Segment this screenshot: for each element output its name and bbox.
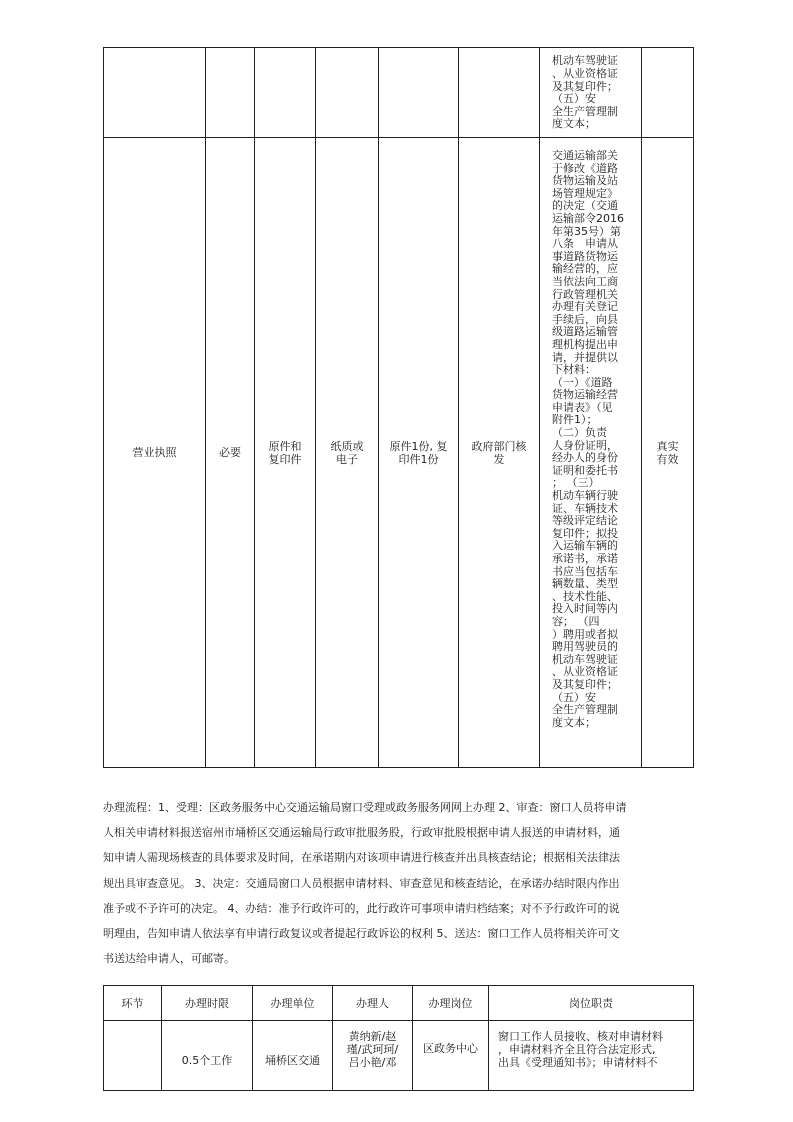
post-cell: 区政务中心	[413, 1021, 489, 1091]
unit-cell: 埇桥区交通	[253, 1021, 333, 1091]
form-cell	[255, 48, 316, 138]
source-cell: 政府部门核 发	[459, 138, 540, 768]
copies-cell: 原件1份, 复 印件1份	[379, 138, 459, 768]
source-cell	[459, 48, 540, 138]
header-person: 办理人	[333, 986, 413, 1021]
medium-cell	[316, 48, 379, 138]
table-row	[104, 138, 694, 768]
duty-table	[103, 985, 694, 1091]
duty-cell: 窗口工作人员接收、核对申请材料 ，申请材料齐全且符合法定形式, 出具《受理通知书》；申请材料不	[489, 1021, 694, 1091]
table-header-row	[104, 986, 694, 1021]
required-cell	[206, 48, 255, 138]
header-post: 办理岗位	[413, 986, 489, 1021]
copies-cell	[379, 48, 459, 138]
header-unit: 办理单位	[253, 986, 333, 1021]
time-limit-cell: 0.5个工作	[162, 1021, 253, 1091]
form-cell: 原件和 复印件	[255, 138, 316, 768]
person-cell: 黄纳新/赵 瑾/武珂珂/ 吕小艳/邓	[333, 1021, 413, 1091]
material-name-cell	[104, 48, 206, 138]
material-name-cell: 营业执照	[104, 138, 206, 768]
basis-cell: 交通运输部关 于修改《道路 货物运输及站 场管理规定》 的决定（交通 运输部令2016 年第35号）第 八条 申请从 事道路货物运 输经营的，应 当依法向工商 行政管理机关 办理有关登记 手续后，向县 级道路运输管 理机构提出申 请，并提供以 下材料： （一）《道路 货物运输经营 申请表》（见 附件1）； （二）负责 人身份证明， 经办人的身份 证明和委托书 ； （三） 机动车辆行驶 证、车辆技术 等级评定结论 复印件；拟投 入运输车辆的 承诺书，承诺 书应当包括车 辆数量、类型 、技术性能、 投入时间等内 容； （四 ）聘用或者拟 聘用驾驶员的 机动车驾驶证 、从业资格证 及其复印件； （五）安 全生产管理制 度文本；	[540, 138, 642, 768]
header-time-limit: 办理时限	[162, 986, 253, 1021]
remark-cell: 真实 有效	[642, 138, 694, 768]
basis-cell: 机动车驾驶证 、从业资格证 及其复印件； （五）安 全生产管理制 度文本；	[540, 48, 642, 138]
header-duty: 岗位职责	[489, 986, 694, 1021]
stage-cell	[104, 1021, 162, 1091]
header-stage: 环节	[104, 986, 162, 1021]
table-row	[104, 48, 694, 138]
materials-table	[103, 47, 694, 768]
medium-cell: 纸质或 电子	[316, 138, 379, 768]
required-cell: 必要	[206, 138, 255, 768]
remark-cell	[642, 48, 694, 138]
table-row	[104, 1021, 694, 1091]
process-description: 办理流程：1、受理：区政务服务中心交通运输局窗口受理或政务服务网网上办理 2、审查：窗口人员将申请 人相关申请材料报送宿州市埇桥区交通运输局行政审批服务股，行政审批股根据申请人报送的申请材料，通 知申请人需现场核查的具体要求及时间，在承诺期内对该项申请进行核查并出具核查结论；根据相关法律法 规出具审查意见。 3、决定：交通局窗口人员根据申请材料、审查意见和核查结论，在承诺办结时限内作出 准予或不予许可的决定。 4、办结：准予行政许可的，此行政许可事项申请归档结案；对不予行政许可的说 明理由，告知申请人依法享有申请行政复议或者提起行政诉讼的权利 5、送达：窗口工作人员将相关许可文 书送达给申请人，可邮寄。	[103, 801, 627, 966]
